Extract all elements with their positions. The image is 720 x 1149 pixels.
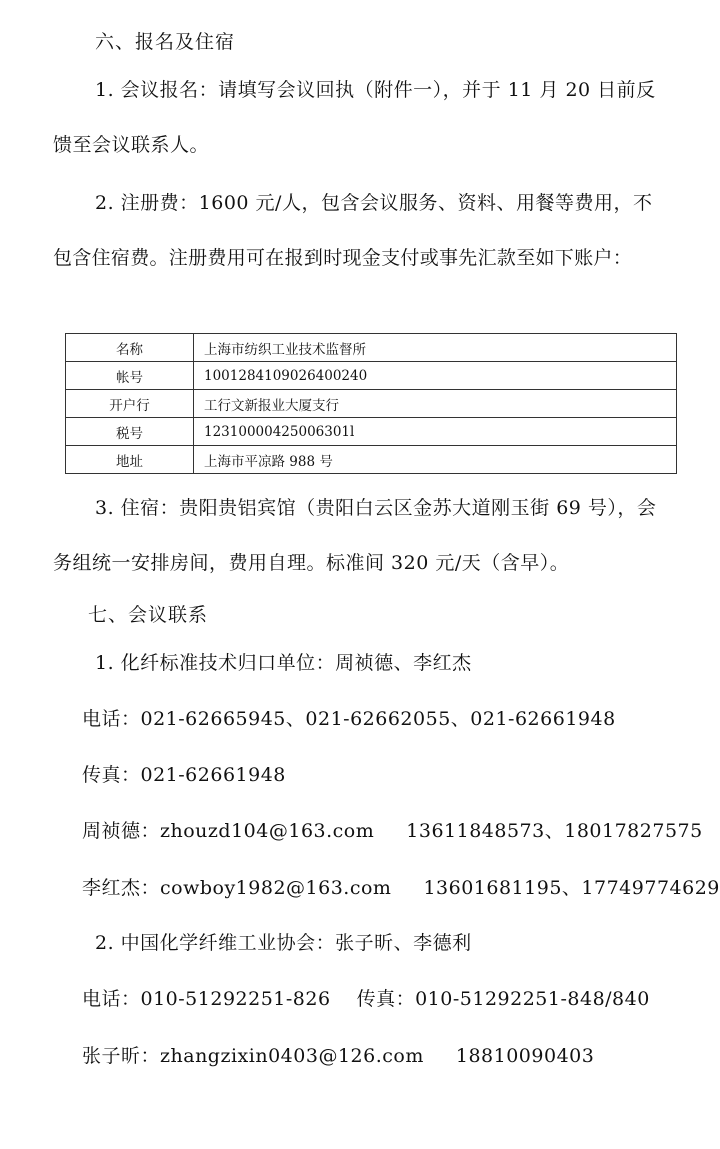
table-row	[66, 390, 677, 418]
item1-line1: 1. 会议报名：请填写会议回执（附件一），并于 11 月 20 日前反	[95, 79, 656, 101]
section-7-title: 七、会议联系	[88, 604, 209, 626]
unit2-line: 2. 中国化学纤维工业协会：张子昕、李德利	[95, 932, 472, 954]
contact-b-line	[82, 875, 720, 901]
item3-line2: 务组统一安排房间，费用自理。标准间 320 元/天（含早）。	[53, 552, 570, 574]
bank-account-table	[65, 333, 677, 474]
fax2: 传真：010-51292251-848/840	[356, 988, 650, 1010]
item3-line1: 3. 住宿：贵阳贵铝宾馆（贵阳白云区金苏大道刚玉街 69 号），会	[95, 497, 657, 519]
table-label: 名称	[66, 334, 194, 362]
table-label: 地址	[66, 446, 194, 474]
table-value: 工行文新报业大厦支行	[194, 390, 677, 418]
table-label: 开户行	[66, 390, 194, 418]
item1-line2: 馈至会议联系人。	[53, 134, 210, 156]
contact-c-name-email: 张子昕：zhangzixin0403@126.com	[82, 1045, 424, 1067]
table-row	[66, 334, 677, 362]
contact-a-name-email: 周祯德：zhouzd104@163.com	[82, 820, 375, 842]
contact-a-line	[82, 818, 703, 844]
phone1-line: 电话：021-62665945、021-62662055、021-62661948	[82, 708, 616, 730]
contact-c-phones: 18810090403	[455, 1045, 595, 1067]
item2-line1: 2. 注册费：1600 元/人，包含会议服务、资料、用餐等费用，不	[95, 192, 653, 214]
phone2: 电话：010-51292251-826	[82, 988, 331, 1010]
fax1-line: 传真：021-62661948	[82, 764, 286, 786]
table-value: 1001284109026400240	[194, 362, 677, 390]
table-row	[66, 418, 677, 446]
table-row	[66, 362, 677, 390]
contact-b-name-email: 李红杰：cowboy1982@163.com	[82, 877, 392, 899]
table-label: 税号	[66, 418, 194, 446]
phone2-fax2-line	[82, 986, 650, 1012]
contact-b-phones: 13601681195、17749774629	[423, 877, 720, 899]
table-value: 上海市平凉路 988 号	[194, 446, 677, 474]
item2-line2: 包含住宿费。注册费用可在报到时现金支付或事先汇款至如下账户：	[53, 247, 633, 269]
table-label: 帐号	[66, 362, 194, 390]
table-value: 上海市纺织工业技术监督所	[194, 334, 677, 362]
contact-c-line	[82, 1043, 594, 1069]
contact-a-phones: 13611848573、18017827575	[406, 820, 703, 842]
table-row	[66, 446, 677, 474]
section-6-title: 六、报名及住宿	[95, 31, 236, 53]
table-value: 12310000425006301l	[194, 418, 677, 446]
unit1-line: 1. 化纤标准技术归口单位：周祯德、李红杰	[95, 652, 472, 674]
